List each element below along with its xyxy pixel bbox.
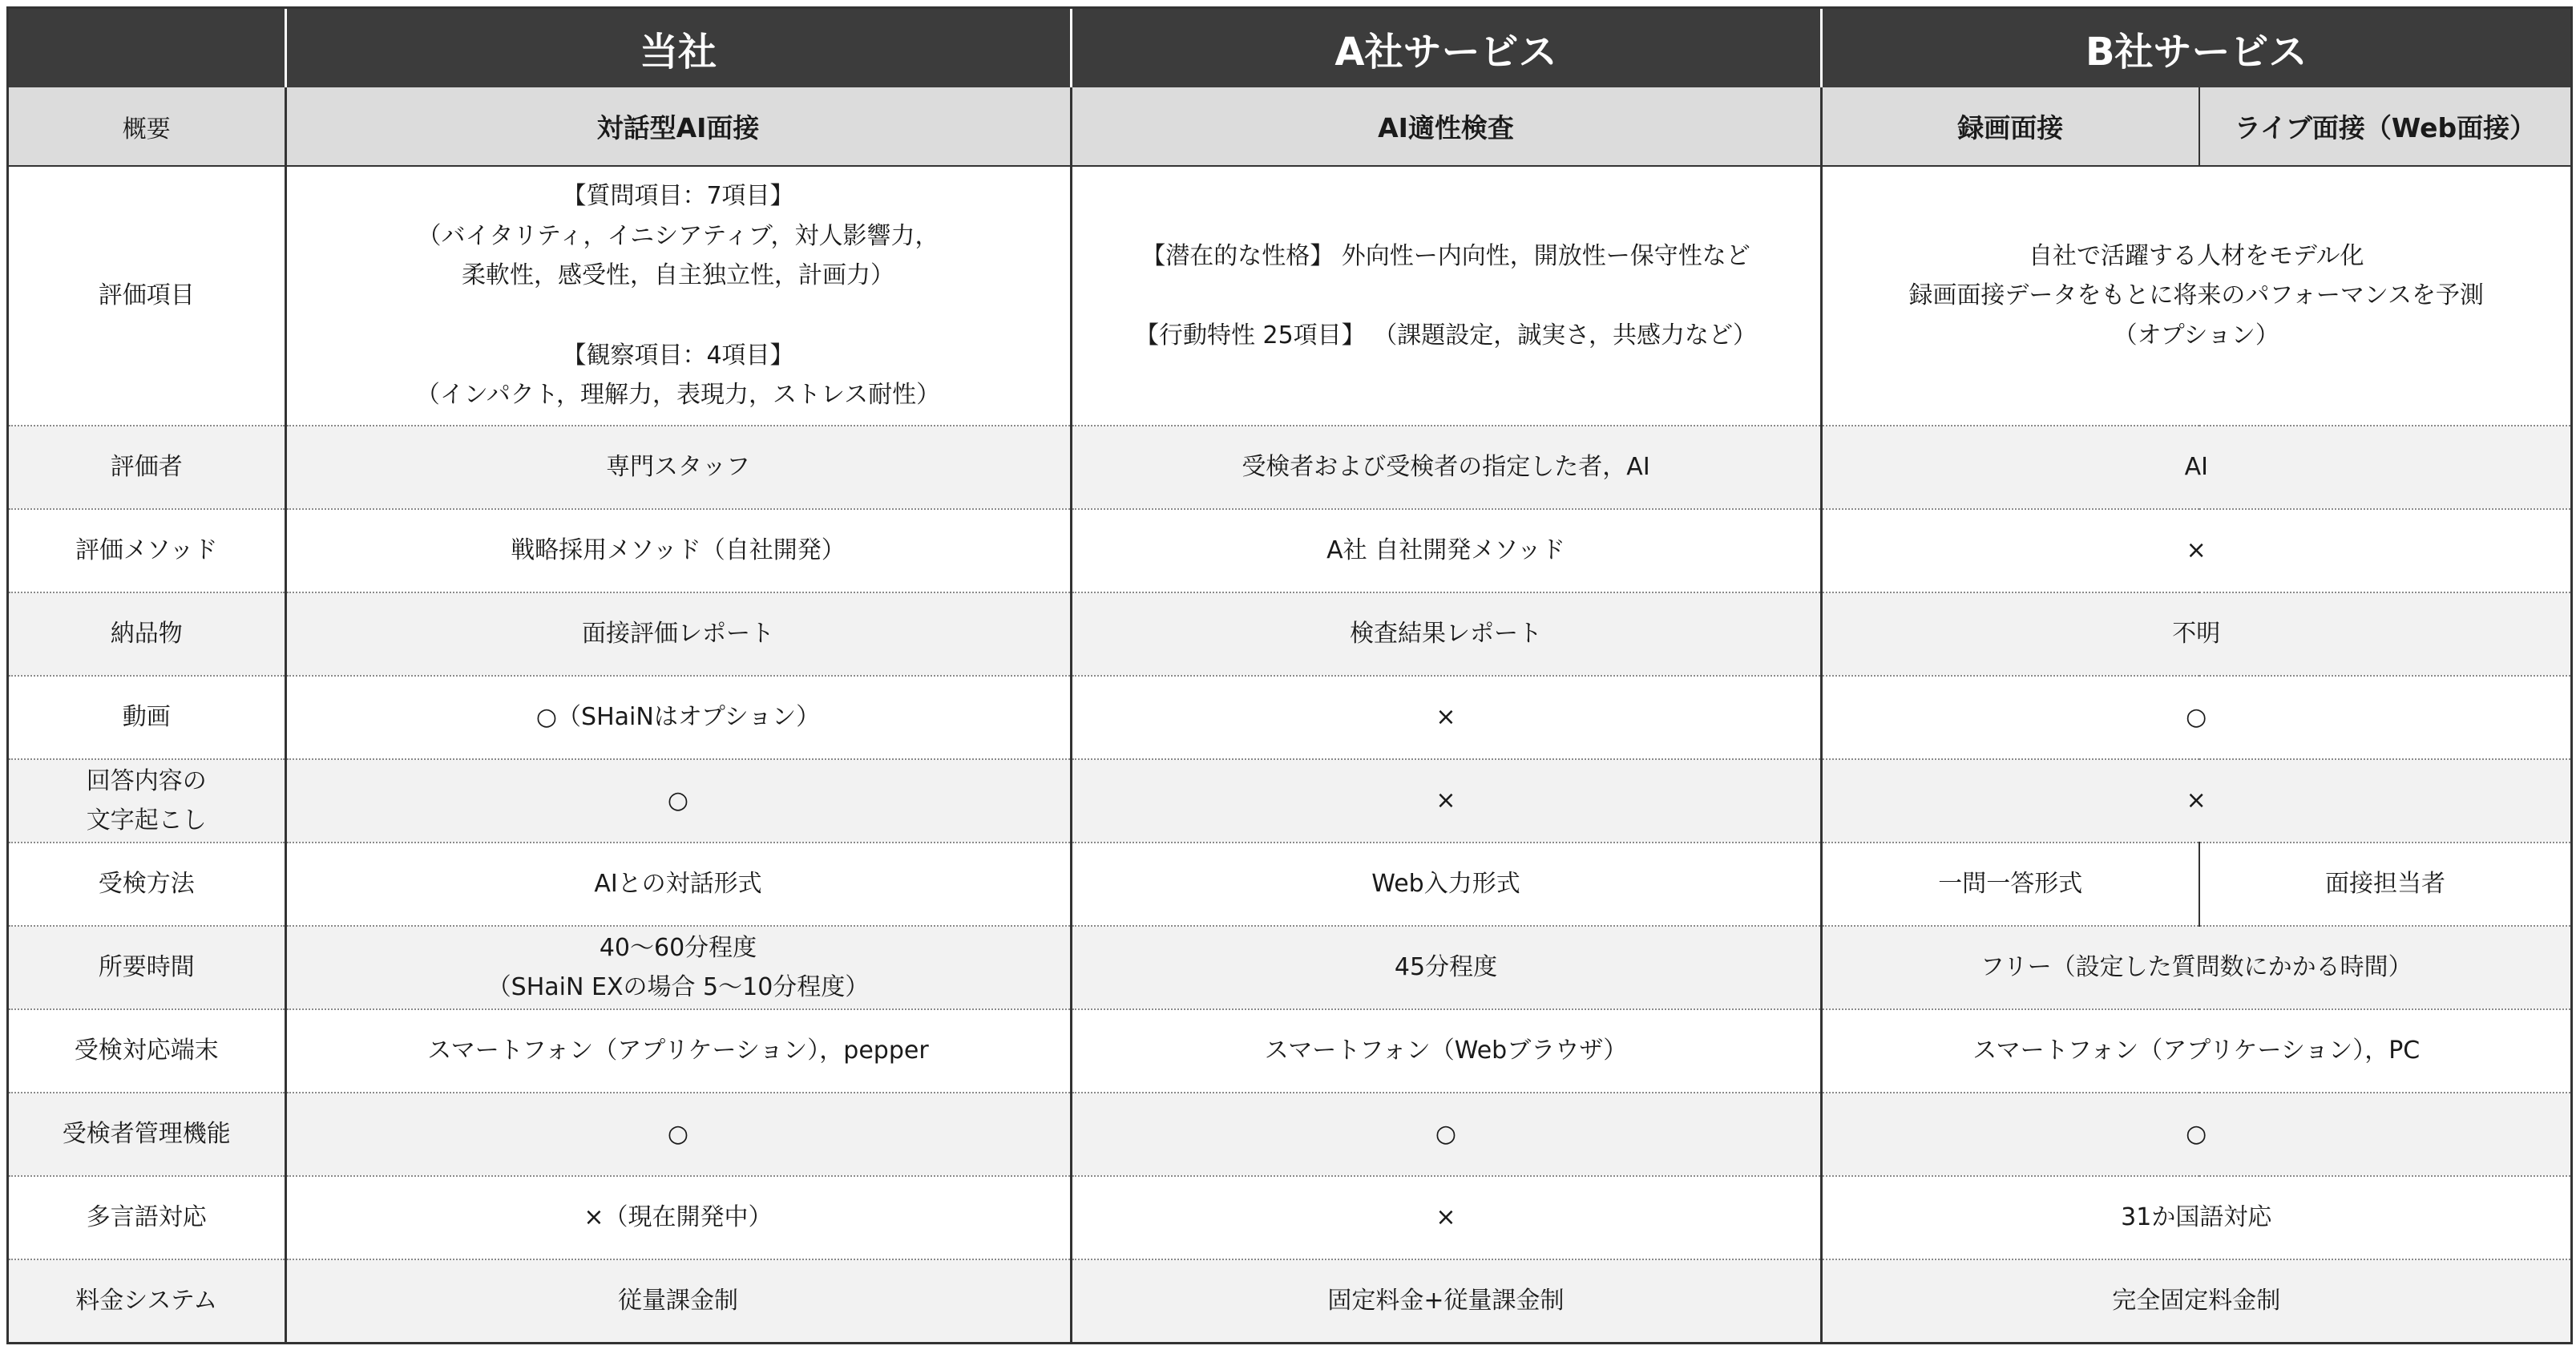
cell-ours: ○（SHaiNはオプション） bbox=[285, 676, 1071, 759]
row-method bbox=[9, 509, 2570, 592]
header-ours: 当社 bbox=[285, 9, 1071, 87]
cell-b: フリー（設定した質問数にかかる時間） bbox=[1821, 926, 2570, 1009]
row-label: 受検対応端末 bbox=[9, 1009, 285, 1093]
cell-a: 45分程度 bbox=[1071, 926, 1821, 1009]
row-label: 動画 bbox=[9, 676, 285, 759]
row-label bbox=[9, 759, 285, 843]
subheader-a: AI適性検査 bbox=[1071, 87, 1821, 166]
cell-b-recorded: 一問一答形式 bbox=[1821, 843, 2199, 926]
a-eval-line2: 【行動特性 25項目】 （課題設定，誠実さ，共感力など） bbox=[1134, 321, 1758, 350]
cell-a: A社 自社開発メソッド bbox=[1071, 509, 1821, 592]
duration-line2: （SHaiN EXの場合 5〜10分程度） bbox=[487, 973, 870, 1001]
row-deliverable bbox=[9, 592, 2570, 676]
header-service-a: A社サービス bbox=[1071, 9, 1821, 87]
cell-b: 31か国語対応 bbox=[1821, 1176, 2570, 1259]
row-multilingual bbox=[9, 1176, 2570, 1259]
cell-ours: 面接評価レポート bbox=[285, 592, 1071, 676]
cell-b-live: 面接担当者 bbox=[2199, 843, 2570, 926]
question-items-line1: （バイタリティ，イニシアティブ，対人影響力， bbox=[417, 221, 939, 250]
a-eval-line1: 【潜在的な性格】 外向性ー内向性，開放性ー保守性など bbox=[1141, 241, 1750, 270]
row-pricing bbox=[9, 1259, 2570, 1342]
row-label-line1: 回答内容の bbox=[86, 766, 207, 795]
question-items-title: 【質問項目：7項目】 bbox=[562, 182, 794, 211]
cell-b: スマートフォン（アプリケーション），PC bbox=[1821, 1009, 2570, 1093]
row-label: 評価者 bbox=[9, 426, 285, 509]
subheader-ours: 対話型AI面接 bbox=[285, 87, 1071, 166]
b-eval-line1: 自社で活躍する人材をモデル化 bbox=[2029, 241, 2364, 270]
cell-b-cross-icon: × bbox=[1821, 509, 2570, 592]
row-label: 納品物 bbox=[9, 592, 285, 676]
cell-ours-circle-icon: ○ bbox=[285, 1093, 1071, 1176]
subheader-row bbox=[9, 87, 2570, 166]
row-management bbox=[9, 1093, 2570, 1176]
observation-items-line1: （インパクト，理解力，表現力，ストレス耐性） bbox=[415, 381, 941, 410]
cell-a-cross-icon: × bbox=[1071, 1176, 1821, 1259]
b-eval-line3: （オプション） bbox=[2113, 321, 2279, 350]
row-label: 受検方法 bbox=[9, 843, 285, 926]
cell-a-cross-icon: × bbox=[1071, 676, 1821, 759]
header-corner bbox=[9, 9, 285, 87]
row-evaluator bbox=[9, 426, 2570, 509]
cell-ours: 戦略採用メソッド（自社開発） bbox=[285, 509, 1071, 592]
comparison-table bbox=[9, 9, 2570, 1342]
row-duration bbox=[9, 926, 2570, 1009]
cell-a: 検査結果レポート bbox=[1071, 592, 1821, 676]
question-items-line2: 柔軟性，感受性，自主独立性，計画力） bbox=[462, 261, 894, 290]
cell-b: AI bbox=[1821, 426, 2570, 509]
cell-ours: スマートフォン（アプリケーション），pepper bbox=[285, 1009, 1071, 1093]
row-transcript bbox=[9, 759, 2570, 843]
cell-b: 不明 bbox=[1821, 592, 2570, 676]
cell-a: Web入力形式 bbox=[1071, 843, 1821, 926]
cell-a-cross-icon: × bbox=[1071, 759, 1821, 843]
cell-ours: ×（現在開発中） bbox=[285, 1176, 1071, 1259]
row-label: 評価メソッド bbox=[9, 509, 285, 592]
row-label: 所要時間 bbox=[9, 926, 285, 1009]
b-eval-line2: 録画面接データをもとに将来のパフォーマンスを予測 bbox=[1908, 281, 2485, 310]
row-label: 料金システム bbox=[9, 1259, 285, 1342]
header-service-b: B社サービス bbox=[1821, 9, 2570, 87]
cell-ours: 専門スタッフ bbox=[285, 426, 1071, 509]
cell-ours: 従量課金制 bbox=[285, 1259, 1071, 1342]
row-label: 多言語対応 bbox=[9, 1176, 285, 1259]
subheader-b-recorded: 録画面接 bbox=[1821, 87, 2199, 166]
cell-a: スマートフォン（Webブラウザ） bbox=[1071, 1009, 1821, 1093]
header-row bbox=[9, 9, 2570, 87]
subheader-label: 概要 bbox=[9, 87, 285, 166]
row-exam-method bbox=[9, 843, 2570, 926]
comparison-table-frame bbox=[6, 6, 2573, 1344]
cell-ours: AIとの対話形式 bbox=[285, 843, 1071, 926]
cell-a: 固定料金+従量課金制 bbox=[1071, 1259, 1821, 1342]
row-devices bbox=[9, 1009, 2570, 1093]
cell-ours bbox=[285, 926, 1071, 1009]
cell-b-circle-icon: ○ bbox=[1821, 1093, 2570, 1176]
subheader-b-live: ライブ面接（Web面接） bbox=[2199, 87, 2570, 166]
row-label: 受検者管理機能 bbox=[9, 1093, 285, 1176]
row-label: 評価項目 bbox=[9, 166, 285, 426]
cell-a: 受検者および受検者の指定した者，AI bbox=[1071, 426, 1821, 509]
cell-a-circle-icon: ○ bbox=[1071, 1093, 1821, 1176]
cell-ours-circle-icon: ○ bbox=[285, 759, 1071, 843]
row-video bbox=[9, 676, 2570, 759]
cell-b bbox=[1821, 166, 2570, 426]
row-evaluation-items bbox=[9, 166, 2570, 426]
row-label-line2: 文字起こし bbox=[86, 806, 207, 835]
cell-b: 完全固定料金制 bbox=[1821, 1259, 2570, 1342]
cell-a bbox=[1071, 166, 1821, 426]
duration-line1: 40〜60分程度 bbox=[599, 933, 757, 962]
cell-ours bbox=[285, 166, 1071, 426]
cell-b-circle-icon: ○ bbox=[1821, 676, 2570, 759]
observation-items-title: 【観察項目：4項目】 bbox=[562, 341, 794, 370]
cell-b-cross-icon: × bbox=[1821, 759, 2570, 843]
